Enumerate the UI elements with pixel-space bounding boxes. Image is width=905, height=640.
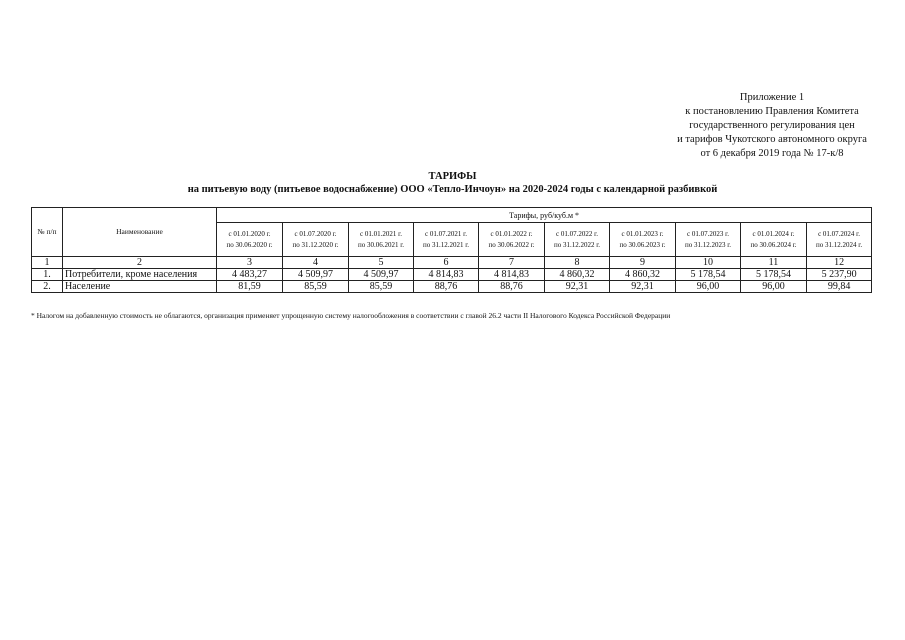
period-to: по 31.12.2023 г. <box>684 240 732 249</box>
header-period <box>217 223 283 257</box>
period-from: с 01.07.2022 г. <box>556 229 598 238</box>
column-index-cell: 12 <box>807 257 872 269</box>
period-from: с 01.07.2021 г. <box>425 229 467 238</box>
tariff-value: 4 509,97 <box>349 269 414 281</box>
appendix-line: к постановлению Правления Комитета <box>685 106 859 117</box>
column-index-cell: 9 <box>610 257 676 269</box>
appendix-line: государственного регулирования цен <box>689 120 855 131</box>
header-period <box>283 223 349 257</box>
period-from: с 01.07.2023 г. <box>687 229 729 238</box>
period-to: по 30.06.2020 г. <box>226 240 273 249</box>
tariff-value: 4 860,32 <box>610 269 676 281</box>
period-to: по 31.12.2024 г. <box>816 240 863 249</box>
appendix-line: от 6 декабря 2019 года № 17-к/8 <box>700 148 844 159</box>
period-from: с 01.01.2021 г. <box>360 229 402 238</box>
table-row <box>32 281 872 293</box>
header-num: № п/п <box>32 208 63 257</box>
row-number: 1. <box>32 269 63 281</box>
tariff-value: 99,84 <box>807 281 872 293</box>
footnote: * Налогом на добавленную стоимость не облагаются, организация применяет упрощенную систему налогообложения в соответствии с главой 26.2 части II Налогового Кодекса Российской Федерации <box>31 311 671 320</box>
header-tariffs-group: Тарифы, руб/куб.м * <box>217 208 872 223</box>
title-main: ТАРИФЫ <box>428 171 477 182</box>
tariff-value: 96,00 <box>676 281 741 293</box>
column-index-cell: 6 <box>414 257 479 269</box>
period-to: по 30.06.2022 г. <box>488 240 535 249</box>
tariff-value: 88,76 <box>479 281 545 293</box>
period-to: по 30.06.2021 г. <box>357 240 405 249</box>
tariffs-table <box>31 207 872 293</box>
header-period <box>807 223 872 257</box>
header-period <box>741 223 807 257</box>
tariff-value: 85,59 <box>283 281 349 293</box>
tariff-value: 88,76 <box>414 281 479 293</box>
period-from: с 01.01.2024 г. <box>752 229 795 238</box>
tariff-value: 5 178,54 <box>741 269 807 281</box>
tariff-value: 4 509,97 <box>283 269 349 281</box>
tariff-value: 92,31 <box>545 281 610 293</box>
tariff-value: 4 483,27 <box>217 269 283 281</box>
column-index-cell: 8 <box>545 257 610 269</box>
tariff-value: 4 814,83 <box>414 269 479 281</box>
header-period <box>610 223 676 257</box>
column-index-cell: 10 <box>676 257 741 269</box>
row-name: Население <box>63 281 217 293</box>
appendix-block <box>612 91 905 161</box>
row-number: 2. <box>32 281 63 293</box>
period-from: с 01.01.2022 г. <box>490 229 533 238</box>
tariff-value: 4 860,32 <box>545 269 610 281</box>
column-index-cell: 5 <box>349 257 414 269</box>
period-to: по 30.06.2023 г. <box>619 240 666 249</box>
period-to: по 31.12.2021 г. <box>422 240 470 249</box>
period-from: с 01.07.2024 г. <box>818 229 861 238</box>
tariff-value: 4 814,83 <box>479 269 545 281</box>
table-row <box>32 269 872 281</box>
header-period <box>545 223 610 257</box>
title-subtitle: на питьевую воду (питьевое водоснабжение) ООО «Тепло-Инчоун» на 2020-2024 годы с календарной разбивкой <box>187 184 718 195</box>
tariff-value: 96,00 <box>741 281 807 293</box>
tariff-value: 81,59 <box>217 281 283 293</box>
column-index-cell: 4 <box>283 257 349 269</box>
period-from: с 01.07.2020 г. <box>294 229 337 238</box>
period-to: по 31.12.2022 г. <box>553 240 601 249</box>
header-period <box>479 223 545 257</box>
header-name: Наименование <box>63 208 217 257</box>
header-period <box>676 223 741 257</box>
table-body <box>32 257 872 293</box>
column-index-row <box>32 257 872 269</box>
appendix-line: Приложение 1 <box>739 92 805 103</box>
column-index-cell: 11 <box>741 257 807 269</box>
tariff-value: 5 237,90 <box>807 269 872 281</box>
header-period <box>414 223 479 257</box>
column-index-cell: 7 <box>479 257 545 269</box>
appendix-line: и тарифов Чукотского автономного округа <box>677 134 867 145</box>
period-from: с 01.01.2020 г. <box>228 229 271 238</box>
row-name: Потребители, кроме населения <box>63 269 217 281</box>
column-index-cell: 2 <box>63 257 217 269</box>
document-title <box>0 170 905 196</box>
header-period <box>349 223 414 257</box>
tariff-value: 85,59 <box>349 281 414 293</box>
period-to: по 30.06.2024 г. <box>750 240 797 249</box>
tariff-value: 92,31 <box>610 281 676 293</box>
period-to: по 31.12.2020 г. <box>292 240 339 249</box>
tariff-value: 5 178,54 <box>676 269 741 281</box>
column-index-cell: 3 <box>217 257 283 269</box>
column-index-cell: 1 <box>32 257 63 269</box>
period-from: с 01.01.2023 г. <box>621 229 664 238</box>
